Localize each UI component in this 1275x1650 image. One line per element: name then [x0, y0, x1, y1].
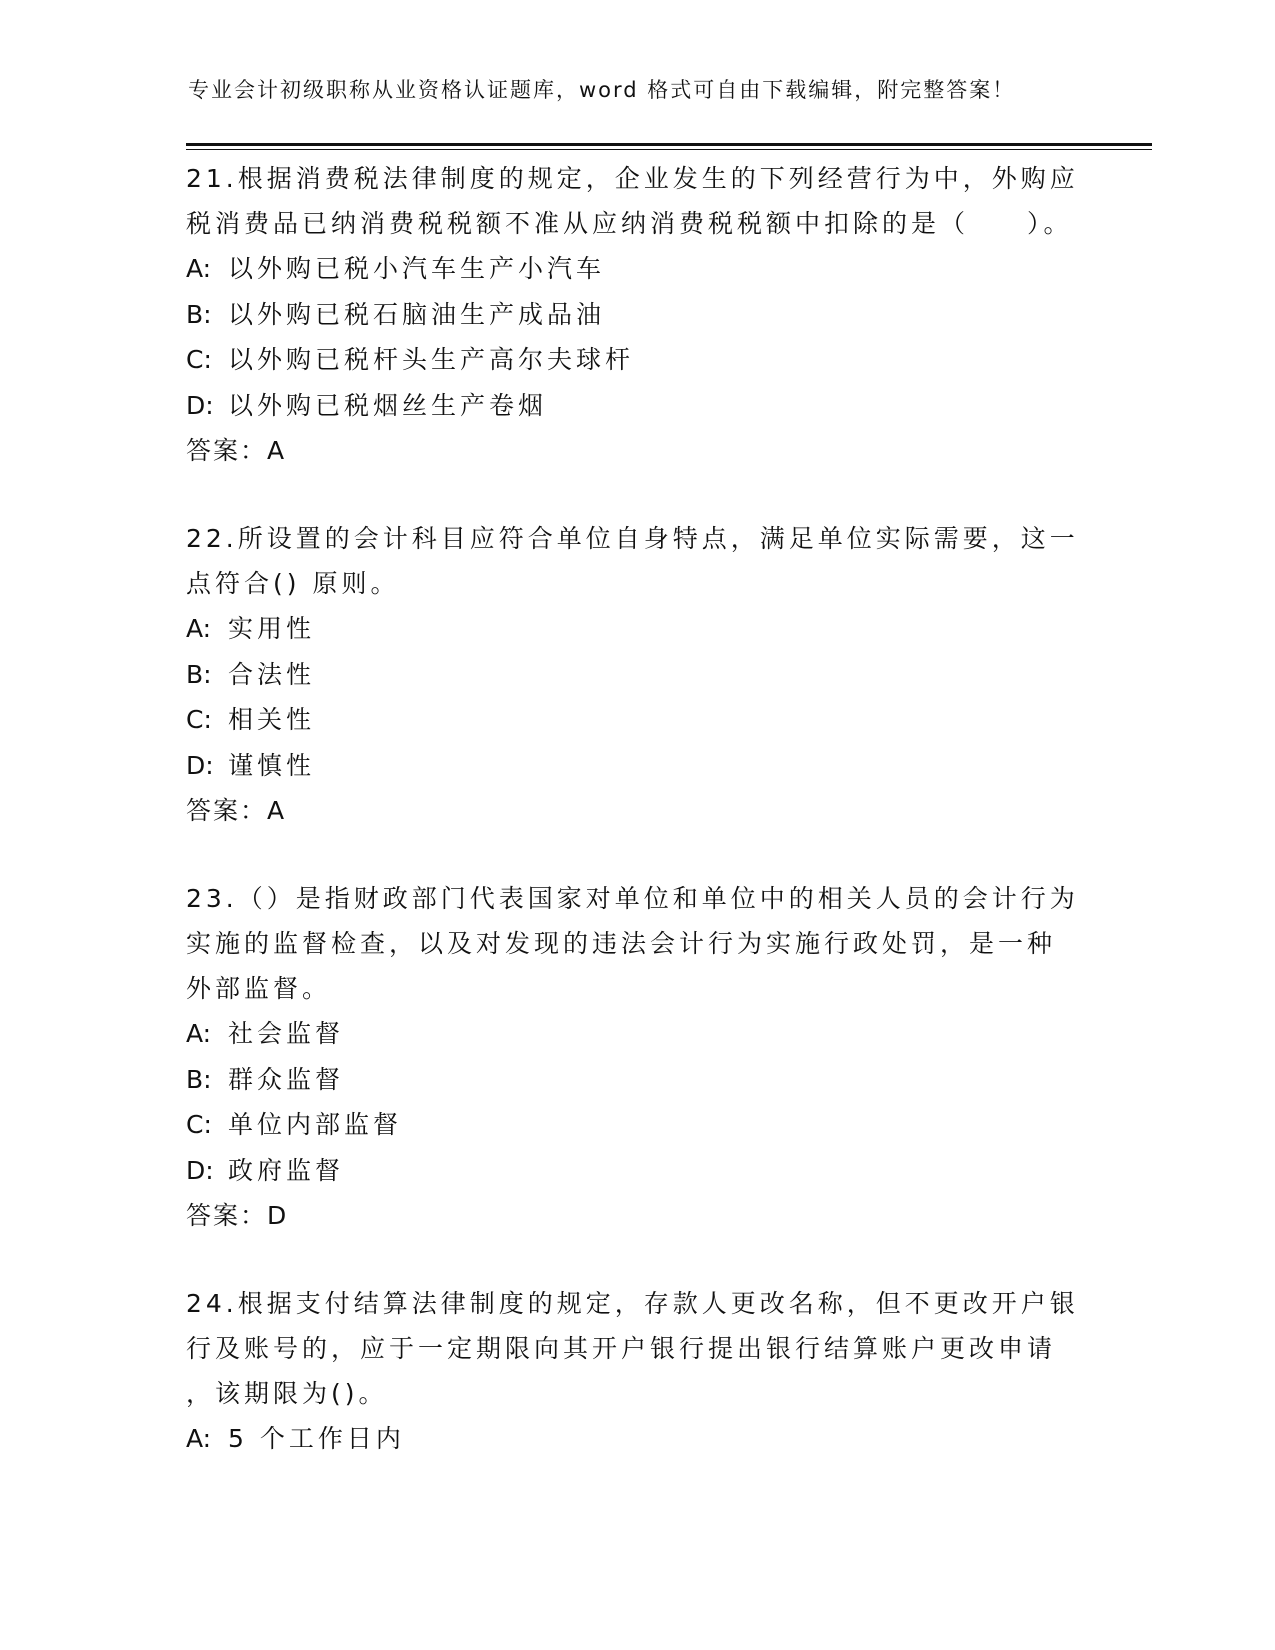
option-text: 政府监督 [228, 1155, 345, 1185]
question-stem [186, 876, 1086, 1011]
stem-line: 实施的监督检查，以及对发现的违法会计行为实施行政处罚，是一种 [186, 929, 1057, 958]
option-c [186, 337, 1086, 383]
question-stem [186, 516, 1086, 606]
option-text: 实用性 [228, 614, 316, 643]
answer-label: 答案： [186, 796, 268, 825]
question-22 [186, 516, 1086, 833]
stem-line: 行及账号的，应于一定期限向其开户银行提出银行结算账户更改申请 [186, 1334, 1057, 1363]
answer-value: A [267, 796, 285, 825]
question-24 [186, 1281, 1086, 1462]
option-d [186, 743, 1086, 789]
option-text: 社会监督 [228, 1019, 345, 1048]
option-b [186, 1057, 1086, 1103]
option-label: B: [186, 1064, 212, 1094]
question-list [186, 156, 1086, 1462]
stem-line: 21.根据消费税法律制度的规定，企业发生的下列经营行为中，外购应 [186, 164, 1079, 193]
question-stem [186, 1281, 1086, 1416]
option-text: 单位内部监督 [228, 1110, 403, 1139]
option-a [186, 246, 1086, 292]
option-label: A: [186, 254, 212, 283]
option-label: C: [186, 345, 212, 374]
option-text: 以外购已税石脑油生产成品油 [228, 299, 606, 329]
option-text: 相关性 [228, 705, 316, 734]
page-header: 专业会计初级职称从业资格认证题库，word 格式可自由下载编辑，附完整答案！ [188, 78, 1016, 102]
answer-line [186, 788, 1086, 833]
option-label: D: [186, 750, 214, 780]
option-d [186, 1148, 1086, 1194]
option-text: 以外购已税小汽车生产小汽车 [228, 254, 606, 283]
option-label: A: [186, 1424, 212, 1453]
answer-line [186, 428, 1086, 473]
answer-value: D [267, 1201, 287, 1230]
option-a [186, 1011, 1086, 1057]
question-21 [186, 156, 1086, 473]
question-spacer [186, 1238, 1086, 1281]
question-spacer [186, 473, 1086, 516]
stem-line: ，该期限为()。 [186, 1379, 388, 1408]
option-text: 以外购已税烟丝生产卷烟 [228, 390, 548, 420]
option-label: D: [186, 390, 214, 420]
option-b [186, 292, 1086, 338]
option-label: C: [186, 705, 212, 734]
answer-label: 答案： [186, 436, 268, 465]
option-label: C: [186, 1110, 212, 1139]
option-b [186, 652, 1086, 698]
stem-line: 22.所设置的会计科目应符合单位自身特点，满足单位实际需要，这一 [186, 524, 1079, 553]
stem-line: 点符合() 原则。 [186, 569, 400, 598]
stem-line: 24.根据支付结算法律制度的规定，存款人更改名称，但不更改开户银 [186, 1289, 1079, 1318]
option-text: 群众监督 [228, 1064, 345, 1094]
header-rule-thin [186, 149, 1152, 150]
option-label: D: [186, 1155, 214, 1185]
option-label: B: [186, 659, 212, 689]
question-23 [186, 876, 1086, 1238]
option-a [186, 606, 1086, 652]
stem-line: 税消费品已纳消费税税额不准从应纳消费税税额中扣除的是（ ）。 [186, 209, 1073, 238]
option-label: A: [186, 1019, 212, 1048]
option-text: 谨慎性 [228, 750, 316, 780]
answer-line [186, 1193, 1086, 1238]
option-a [186, 1416, 1086, 1462]
option-text: 合法性 [228, 659, 316, 689]
answer-value: A [267, 436, 285, 465]
stem-line: 23.（）是指财政部门代表国家对单位和单位中的相关人员的会计行为 [186, 884, 1079, 913]
stem-line: 外部监督。 [186, 974, 332, 1003]
option-text: 以外购已税杆头生产高尔夫球杆 [228, 345, 635, 374]
option-c [186, 1102, 1086, 1148]
answer-label: 答案： [186, 1201, 268, 1230]
option-label: A: [186, 614, 212, 643]
header-rule-thick [186, 143, 1152, 146]
option-d [186, 383, 1086, 429]
question-stem [186, 156, 1086, 246]
option-text: 5 个工作日内 [228, 1424, 405, 1453]
question-spacer [186, 833, 1086, 876]
option-label: B: [186, 299, 212, 329]
option-c [186, 697, 1086, 743]
